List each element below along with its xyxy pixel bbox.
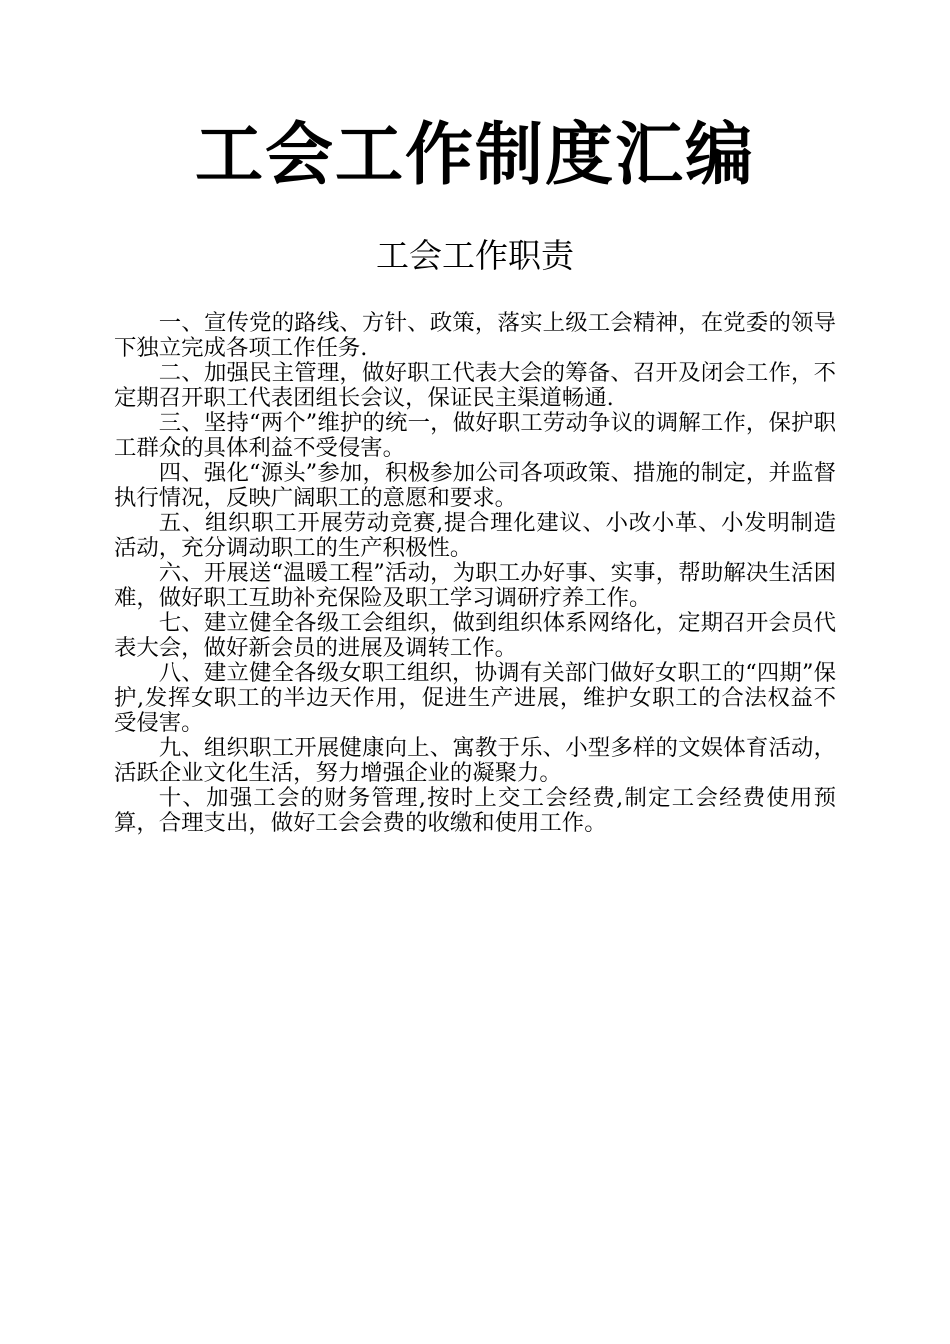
- duty-item-9: 九、组织职工开展健康向上、寓教于乐、小型多样的文娱体育活动，活跃企业文化生活，努力增强企业的凝聚力。: [114, 735, 836, 786]
- duty-item-2: 二、加强民主管理，做好职工代表大会的筹备、召开及闭会工作，不定期召开职工代表团组长会议，保证民主渠道畅通.: [114, 360, 836, 411]
- duty-item-8: 八、建立健全各级女职工组织，协调有关部门做好女职工的“四期”保护,发挥女职工的半边天作用，促进生产进展，维护女职工的合法权益不受侵害。: [114, 660, 836, 736]
- duty-item-5: 五、组织职工开展劳动竞赛,提合理化建议、小改小革、小发明制造活动，充分调动职工的生产积极性。: [114, 510, 836, 561]
- duty-item-10: 十、加强工会的财务管理,按时上交工会经费,制定工会经费使用预算，合理支出，做好工会会费的收缴和使用工作。: [114, 785, 836, 836]
- duty-item-1: 一、宣传党的路线、方针、政策，落实上级工会精神，在党委的领导下独立完成各项工作任务.: [114, 310, 836, 361]
- section-heading: 工会工作职责: [376, 236, 574, 275]
- duty-item-6: 六、开展送“温暖工程”活动，为职工办好事、实事，帮助解决生活困难，做好职工互助补充保险及职工学习调研疗养工作。: [114, 560, 836, 611]
- duty-item-4: 四、强化“源头”参加，积极参加公司各项政策、措施的制定，并监督执行情况，反映广阔职工的意愿和要求。: [114, 460, 836, 511]
- duties-list: [114, 311, 836, 836]
- document-title: 工会工作制度汇编: [194, 115, 755, 195]
- duty-item-7: 七、建立健全各级工会组织，做到组织体系网络化，定期召开会员代表大会，做好新会员的进展及调转工作。: [114, 610, 836, 661]
- duty-item-3: 三、坚持“两个”维护的统一，做好职工劳动争议的调解工作，保护职工群众的具体利益不受侵害。: [114, 410, 836, 461]
